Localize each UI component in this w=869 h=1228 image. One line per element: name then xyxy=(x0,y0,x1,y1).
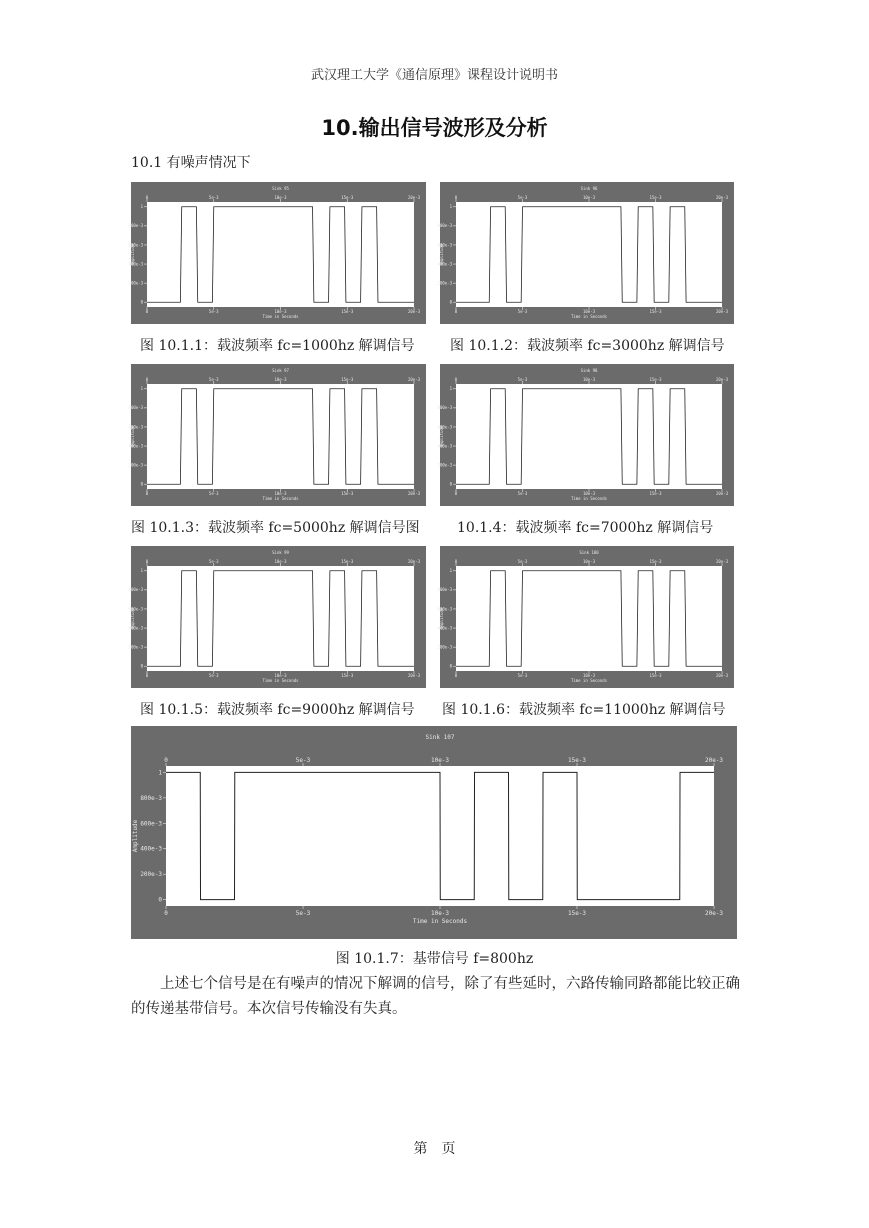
x-tick-label-bottom: 20e-3 xyxy=(715,309,729,314)
x-tick-label-top: 10e-3 xyxy=(430,757,450,764)
chapter-title: 10.输出信号波形及分析 xyxy=(321,116,548,140)
y-tick-label: 1 xyxy=(449,568,452,574)
figure-caption: 图 10.1.6：载波频率 fc=11000hz 解调信号 xyxy=(442,702,726,718)
x-tick-label-top: 0 xyxy=(145,559,149,564)
x-tick-label-bottom: 0 xyxy=(164,910,168,917)
plot-fc-9000 xyxy=(128,546,426,688)
x-tick-label-bottom: 5e-3 xyxy=(208,491,219,496)
y-tick-label: 1 xyxy=(140,386,143,392)
x-axis-label: Time in Seconds xyxy=(570,496,608,501)
x-axis-label: Time in Seconds xyxy=(262,314,299,319)
y-tick-label: 1 xyxy=(449,386,452,392)
chart-svg xyxy=(437,182,734,324)
y-tick-label: 800e-3 xyxy=(128,405,143,411)
figure-caption: 10.1.4：载波频率 fc=7000hz 解调信号 xyxy=(457,520,714,536)
x-tick-label-top: 0 xyxy=(454,559,458,564)
x-tick-label-bottom: 15e-3 xyxy=(567,910,587,917)
y-tick-label: 800e-3 xyxy=(128,223,143,229)
x-tick-label-bottom: 15e-3 xyxy=(341,491,354,496)
x-tick-label-bottom: 5e-3 xyxy=(208,673,219,678)
x-tick-label-top: 15e-3 xyxy=(341,195,354,200)
chart-title: Sink 100 xyxy=(579,550,599,555)
x-tick-label-bottom: 20e-3 xyxy=(715,673,729,678)
y-tick-label: 200e-3 xyxy=(437,644,452,650)
y-tick-label: 0 xyxy=(140,481,143,487)
y-tick-label: 800e-3 xyxy=(128,587,143,593)
x-tick-label-bottom: 20e-3 xyxy=(704,910,724,917)
page-header: 武汉理工大学《通信原理》课程设计说明书 xyxy=(310,68,558,83)
chart-title: Sink 97 xyxy=(272,368,289,373)
y-tick-label: 200e-3 xyxy=(128,280,143,286)
y-tick-label: 200e-3 xyxy=(437,280,452,286)
x-tick-label-bottom: 10e-3 xyxy=(582,309,596,314)
figure-caption: 图 10.1.7：基带信号 f=800hz xyxy=(335,951,534,967)
y-tick-label: 400e-3 xyxy=(140,845,162,853)
x-axis-label: Time in Seconds xyxy=(262,496,299,501)
x-tick-label-bottom: 10e-3 xyxy=(582,673,596,678)
page-footer: 第 页 xyxy=(413,1141,456,1157)
plot-fc-5000 xyxy=(128,364,426,506)
x-tick-label-bottom: 20e-3 xyxy=(407,673,421,678)
y-tick-label: 1 xyxy=(449,204,452,210)
chart-svg xyxy=(437,364,734,506)
y-tick-label: 600e-3 xyxy=(128,242,143,248)
y-axis-label: Amplitude xyxy=(130,425,135,448)
x-tick-label-top: 0 xyxy=(454,195,458,200)
x-tick-label-top: 15e-3 xyxy=(341,377,354,382)
x-tick-label-bottom: 5e-3 xyxy=(517,309,528,314)
x-tick-label-bottom: 15e-3 xyxy=(341,309,354,314)
x-tick-label-top: 20e-3 xyxy=(407,377,421,382)
y-tick-label: 1 xyxy=(140,568,143,574)
y-tick-label: 0 xyxy=(449,299,452,305)
y-tick-label: 600e-3 xyxy=(437,424,452,430)
chart-svg xyxy=(131,726,737,939)
x-tick-label-top: 0 xyxy=(454,377,458,382)
y-tick-label: 200e-3 xyxy=(437,462,452,468)
chart-title: Sink 107 xyxy=(425,734,455,741)
chart-title: Sink 99 xyxy=(272,550,289,555)
y-tick-label: 1 xyxy=(140,204,143,210)
x-tick-label-top: 20e-3 xyxy=(407,195,421,200)
x-tick-label-bottom: 0 xyxy=(454,491,458,496)
x-tick-label-top: 15e-3 xyxy=(567,757,587,764)
y-tick-label: 800e-3 xyxy=(437,587,452,593)
x-tick-label-bottom: 0 xyxy=(145,491,149,496)
x-tick-label-top: 5e-3 xyxy=(517,195,528,200)
y-tick-label: 800e-3 xyxy=(140,794,162,802)
x-tick-label-top: 20e-3 xyxy=(715,377,729,382)
section-heading: 10.1 有噪声情况下 xyxy=(131,155,251,171)
x-tick-label-top: 0 xyxy=(164,757,168,764)
plot-area xyxy=(456,566,722,671)
chart-title: Sink 98 xyxy=(580,368,598,373)
chart-svg xyxy=(437,546,734,688)
x-tick-label-top: 10e-3 xyxy=(274,377,287,382)
y-tick-label: 400e-3 xyxy=(128,261,143,267)
x-tick-label-top: 5e-3 xyxy=(517,559,528,564)
x-tick-label-top: 15e-3 xyxy=(649,377,662,382)
figure-caption: 图 10.1.1：载波频率 fc=1000hz 解调信号 xyxy=(140,338,415,354)
x-tick-label-top: 10e-3 xyxy=(582,377,596,382)
x-tick-label-bottom: 20e-3 xyxy=(407,309,421,314)
plot-area xyxy=(147,384,414,489)
y-tick-label: 0 xyxy=(449,663,452,669)
x-tick-label-top: 15e-3 xyxy=(649,559,662,564)
y-tick-label: 600e-3 xyxy=(437,606,452,612)
figure-caption: 图 10.1.3：载波频率 fc=5000hz 解调信号图 xyxy=(131,520,420,536)
y-tick-label: 400e-3 xyxy=(128,625,143,631)
x-tick-label-top: 10e-3 xyxy=(582,559,596,564)
figure-caption: 图 10.1.2：载波频率 fc=3000hz 解调信号 xyxy=(450,338,725,354)
y-axis-label: Amplitude xyxy=(439,607,444,630)
plot-fc-11000 xyxy=(437,546,734,688)
x-tick-label-top: 5e-3 xyxy=(517,377,528,382)
y-tick-label: 0 xyxy=(140,299,143,305)
y-tick-label: 400e-3 xyxy=(437,625,452,631)
y-tick-label: 200e-3 xyxy=(128,462,143,468)
x-tick-label-top: 5e-3 xyxy=(295,757,311,764)
y-axis-label: Amplitude xyxy=(439,243,444,266)
y-tick-label: 400e-3 xyxy=(437,261,452,267)
plot-area xyxy=(456,384,722,489)
y-tick-label: 200e-3 xyxy=(140,871,162,879)
plot-area xyxy=(147,566,414,671)
x-tick-label-top: 20e-3 xyxy=(704,757,724,764)
x-tick-label-top: 10e-3 xyxy=(274,559,287,564)
y-tick-label: 600e-3 xyxy=(128,606,143,612)
x-tick-label-top: 15e-3 xyxy=(341,559,354,564)
paragraph-text: 上述七个信号是在有噪声的情况下解调的信号，除了有些延时，六路传输同路都能比较正确的传递基带信号。本次信号传输没有失真。 xyxy=(131,976,740,1017)
plot-baseband xyxy=(131,726,737,939)
chart-svg xyxy=(128,182,426,324)
chart-title: Sink 95 xyxy=(272,186,289,191)
y-tick-label: 800e-3 xyxy=(437,223,452,229)
x-tick-label-bottom: 20e-3 xyxy=(407,491,421,496)
x-tick-label-top: 15e-3 xyxy=(649,195,662,200)
x-tick-label-bottom: 0 xyxy=(145,309,149,314)
x-tick-label-top: 10e-3 xyxy=(582,195,596,200)
x-tick-label-bottom: 10e-3 xyxy=(582,491,596,496)
x-tick-label-bottom: 15e-3 xyxy=(649,673,662,678)
y-tick-label: 1 xyxy=(158,769,162,777)
y-tick-label: 400e-3 xyxy=(128,443,143,449)
x-tick-label-bottom: 0 xyxy=(454,673,458,678)
x-tick-label-bottom: 15e-3 xyxy=(341,673,354,678)
x-tick-label-bottom: 20e-3 xyxy=(715,491,729,496)
y-axis-label: Amplitude xyxy=(439,425,444,448)
y-axis-label: Amplitude xyxy=(132,819,139,853)
x-tick-label-bottom: 15e-3 xyxy=(649,309,662,314)
x-tick-label-bottom: 15e-3 xyxy=(649,491,662,496)
x-axis-label: Time in Seconds xyxy=(262,678,299,683)
figure-caption: 图 10.1.5：载波频率 fc=9000hz 解调信号 xyxy=(140,702,415,718)
x-tick-label-bottom: 5e-3 xyxy=(517,673,528,678)
y-tick-label: 0 xyxy=(449,481,452,487)
x-tick-label-top: 20e-3 xyxy=(715,195,729,200)
plot-fc-3000 xyxy=(437,182,734,324)
y-tick-label: 400e-3 xyxy=(437,443,452,449)
x-axis-label: Time in Seconds xyxy=(412,918,468,925)
y-tick-label: 0 xyxy=(140,663,143,669)
x-tick-label-bottom: 10e-3 xyxy=(430,910,450,917)
x-tick-label-top: 0 xyxy=(145,377,149,382)
x-axis-label: Time in Seconds xyxy=(570,314,608,319)
x-tick-label-bottom: 5e-3 xyxy=(517,491,528,496)
y-tick-label: 600e-3 xyxy=(437,242,452,248)
y-axis-label: Amplitude xyxy=(130,607,135,630)
y-tick-label: 600e-3 xyxy=(128,424,143,430)
x-tick-label-bottom: 5e-3 xyxy=(295,910,311,917)
x-tick-label-bottom: 10e-3 xyxy=(274,673,287,678)
x-tick-label-top: 20e-3 xyxy=(715,559,729,564)
y-tick-label: 200e-3 xyxy=(128,644,143,650)
x-tick-label-top: 20e-3 xyxy=(407,559,421,564)
x-tick-label-top: 5e-3 xyxy=(208,559,219,564)
plot-fc-1000 xyxy=(128,182,426,324)
y-tick-label: 600e-3 xyxy=(140,820,162,828)
x-tick-label-bottom: 10e-3 xyxy=(274,491,287,496)
x-tick-label-top: 10e-3 xyxy=(274,195,287,200)
y-tick-label: 800e-3 xyxy=(437,405,452,411)
y-tick-label: 0 xyxy=(158,896,162,904)
x-tick-label-top: 5e-3 xyxy=(208,195,219,200)
plot-area xyxy=(147,202,414,307)
chart-svg xyxy=(128,546,426,688)
body-paragraph xyxy=(131,972,741,1022)
plot-fc-7000 xyxy=(437,364,734,506)
x-tick-label-bottom: 10e-3 xyxy=(274,309,287,314)
y-axis-label: Amplitude xyxy=(130,243,135,266)
x-tick-label-top: 5e-3 xyxy=(208,377,219,382)
x-axis-label: Time in Seconds xyxy=(570,678,608,683)
x-tick-label-top: 0 xyxy=(145,195,149,200)
chart-title: Sink 96 xyxy=(580,186,598,191)
x-tick-label-bottom: 0 xyxy=(454,309,458,314)
x-tick-label-bottom: 0 xyxy=(145,673,149,678)
plot-area xyxy=(456,202,722,307)
chart-svg xyxy=(128,364,426,506)
x-tick-label-bottom: 5e-3 xyxy=(208,309,219,314)
